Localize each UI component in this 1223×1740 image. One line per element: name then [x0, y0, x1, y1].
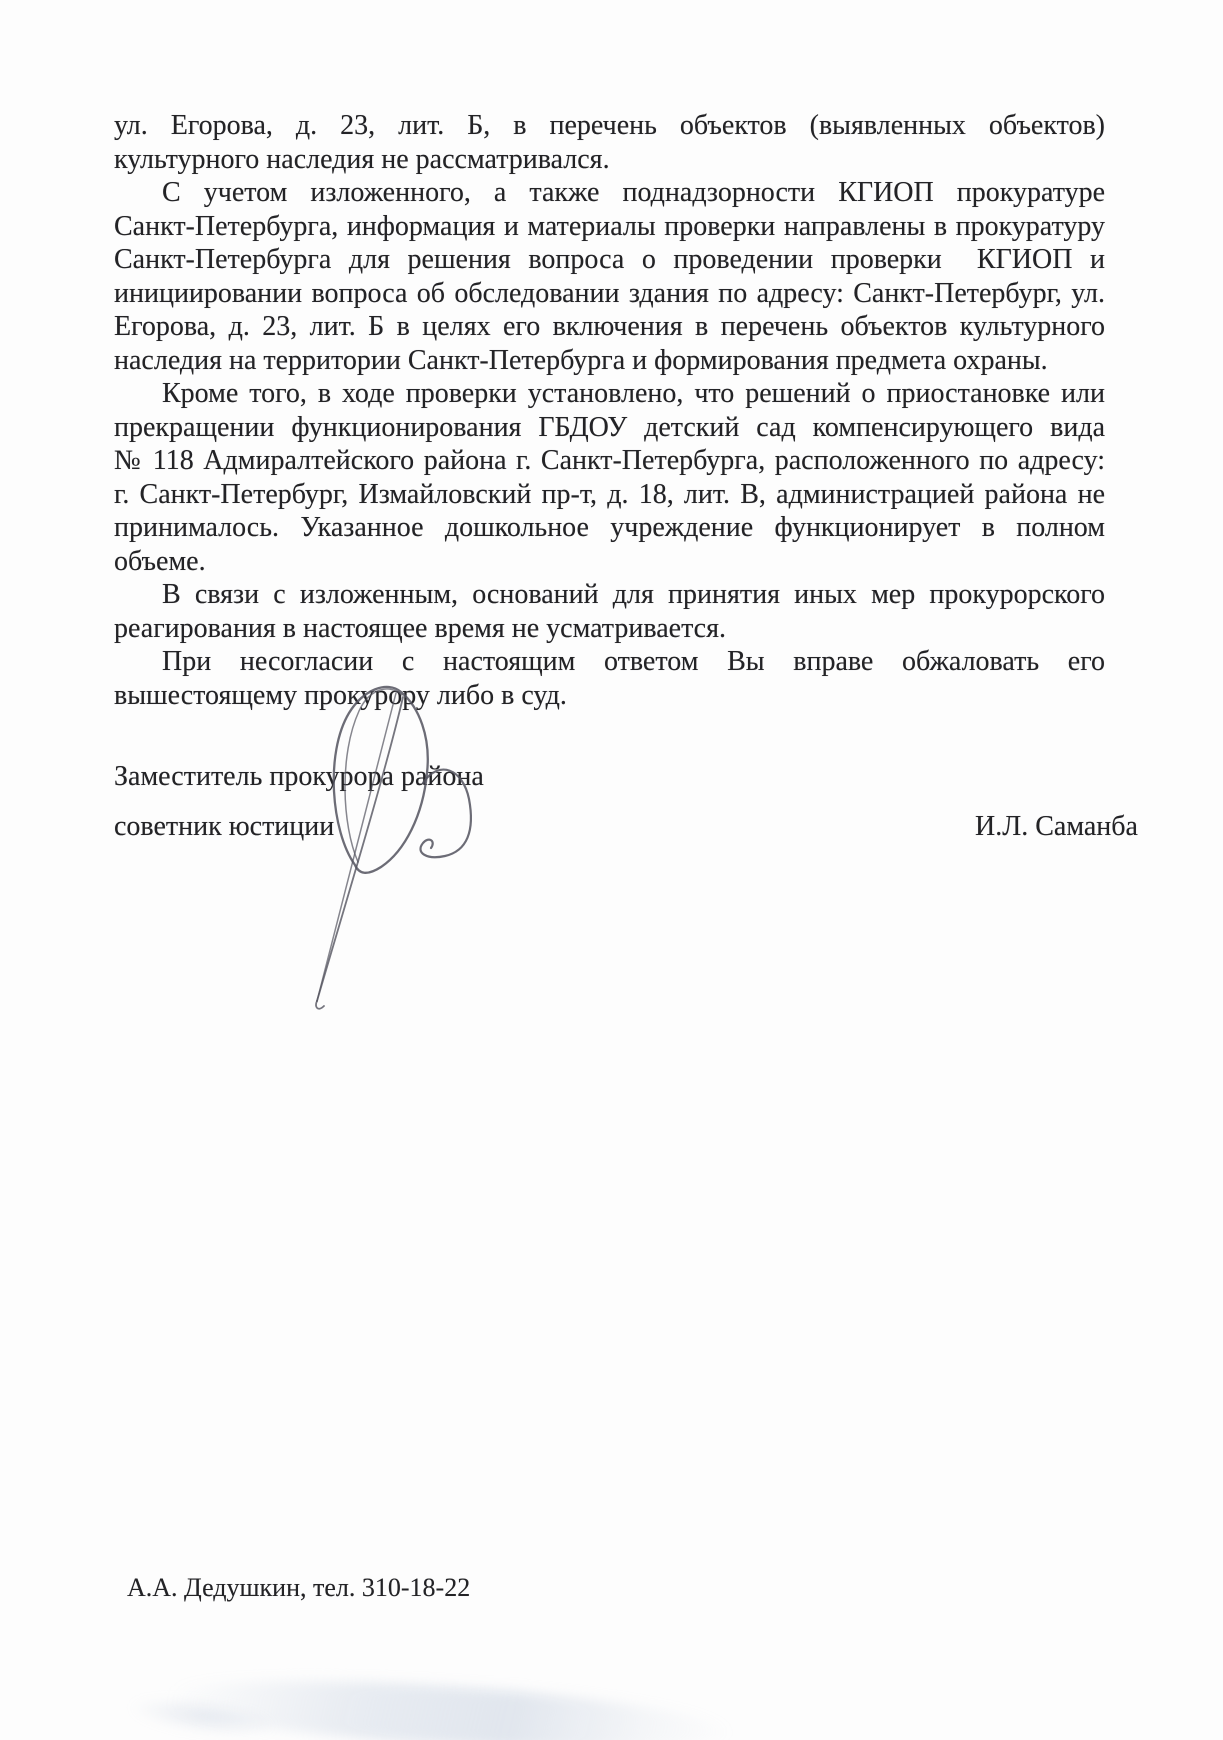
text-line: № 118 Адмиралтейского района г. Санкт-Петербурга, расположенного по адресу: — [114, 445, 1105, 476]
signoff-title-line1: Заместитель прокурора района — [114, 761, 484, 792]
text-line: При несогласии с настоящим ответом Вы вправе обжаловать его — [162, 646, 1105, 677]
text-line: Санкт-Петербурга для решения вопроса о проведении проверки КГИОП и — [114, 244, 1105, 275]
text-line: объеме. — [114, 545, 206, 577]
text-line: г. Санкт-Петербург, Измайловский пр-т, д. 18, лит. В, администрацией района не — [114, 478, 1105, 510]
text-line: инициировании вопроса об обследовании здания по адресу: Санкт-Петербург, ул. — [114, 277, 1105, 309]
signer-name: И.Л. Саманба — [975, 811, 1138, 842]
text-line: наследия на территории Санкт-Петербурга и формирования предмета охраны. — [114, 344, 1048, 376]
text-line: реагирования в настоящее время не усматривается. — [114, 612, 726, 644]
text-line: Егорова, д. 23, лит. Б в целях его включения в перечень объектов культурного — [114, 311, 1105, 342]
text-line: В связи с изложенным, оснований для принятия иных мер прокурорского — [162, 579, 1105, 610]
signoff-title-line2: советник юстиции — [114, 811, 335, 842]
text-line: культурного наследия не рассматривался. — [114, 143, 610, 175]
text-line: Санкт-Петербурга, информация и материалы проверки направлены в прокуратуру — [114, 210, 1105, 242]
letter-body — [114, 109, 1105, 712]
executor-footer: А.А. Дедушкин, тел. 310-18-22 — [127, 1573, 471, 1602]
text-line: прекращении функционирования ГБДОУ детский сад компенсирующего вида — [114, 411, 1105, 443]
text-line: Кроме того, в ходе проверки установлено, что решений о приостановке или — [162, 378, 1105, 409]
text-line: С учетом изложенного, а также поднадзорности КГИОП прокуратуре — [162, 177, 1105, 208]
text-line: вышестоящему прокурору либо в суд. — [114, 679, 567, 711]
text-line: принималось. Указанное дошкольное учреждение функционирует в полном — [114, 512, 1105, 543]
text-line: ул. Егорова, д. 23, лит. Б, в перечень объектов (выявленных объектов) — [114, 110, 1105, 141]
